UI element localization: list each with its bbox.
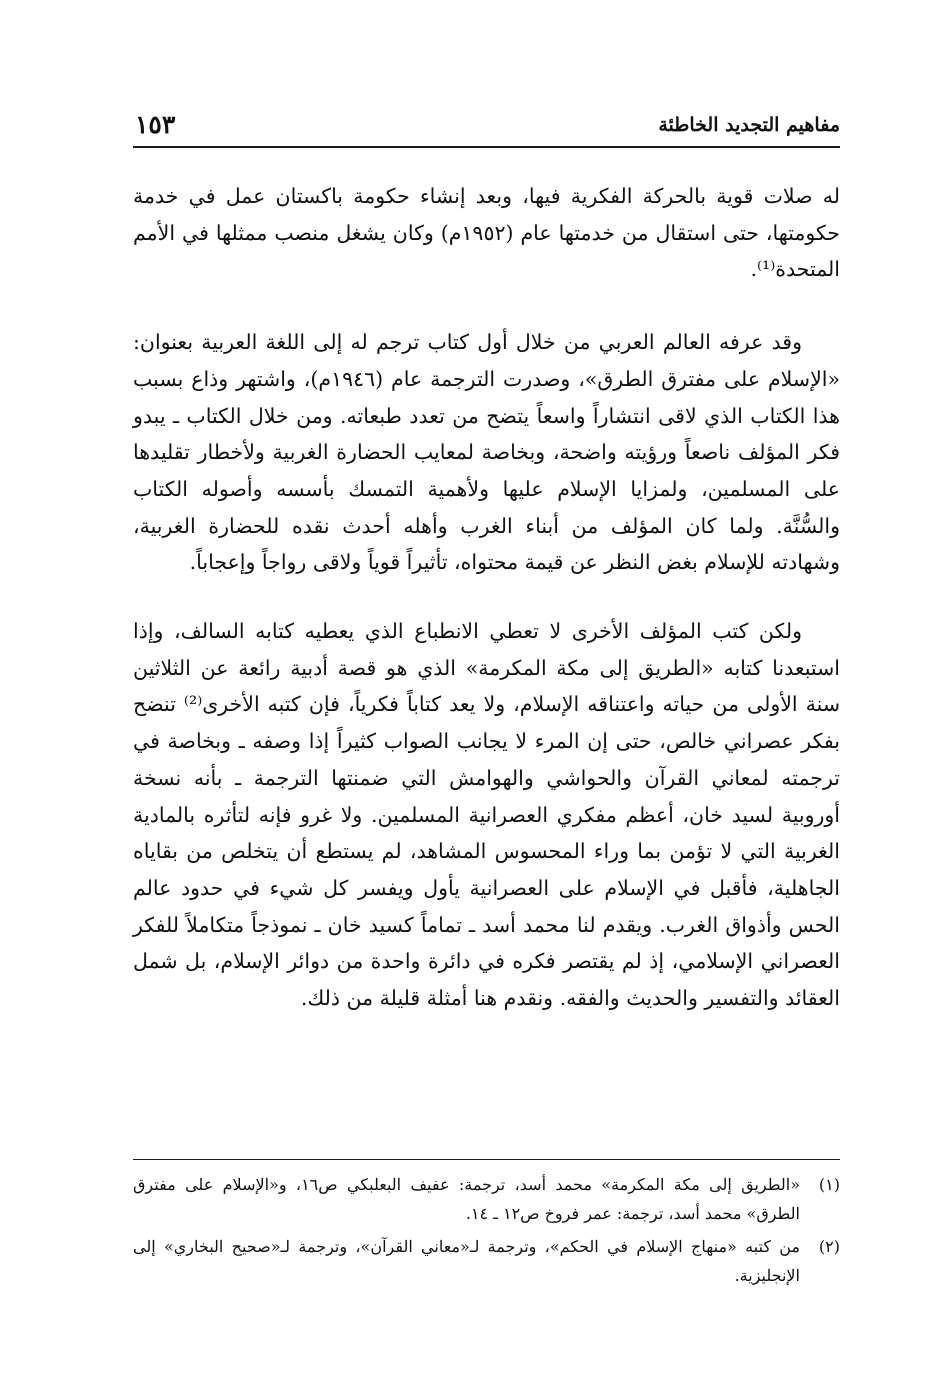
footnote-1-text: «الطريق إلى مكة المكرمة» محمد أسد، ترجمة: عفيف البعلبكي ص١٦، و«الإسلام على مفترق الطرق» محمد أسد، ترجمة: عمر فروخ ص١٢ ـ ١٤. — [133, 1175, 800, 1223]
footnote-2-text: من كتبه «منهاج الإسلام في الحكم»، وترجمة لـ«معاني القرآن»، وترجمة لـ«صحيح البخاري» إلى الإنجليزية. — [133, 1237, 800, 1285]
footnotes — [133, 1170, 840, 1294]
page-header — [133, 110, 840, 148]
footnote-2-number: (٢) — [818, 1237, 840, 1256]
footnote-1-number: (١) — [818, 1175, 840, 1194]
footnote-divider — [133, 1159, 840, 1160]
footnote-2 — [133, 1232, 840, 1290]
body-text — [133, 178, 840, 1017]
footnote-1 — [133, 1170, 840, 1228]
running-title: مفاهيم التجديد الخاطئة — [658, 114, 840, 136]
paragraph-1: له صلات قوية بالحركة الفكرية فيها، وبعد إنشاء حكومة باكستان عمل في خدمة حكومتها، حتى استقال من خدمتها عام (١٩٥٢م) وكان يشغل منصب ممثلها في الأمم المتحدة⁽¹⁾. — [133, 184, 840, 282]
paragraph-2: وقد عرفه العالم العربي من خلال أول كتاب ترجم له إلى اللغة العربية بعنوان: «الإسلام على مفترق الطرق»، وصدرت الترجمة عام (١٩٤٦م)، واشتهر وذاع بسبب هذا الكتاب الذي لاقى انتشاراً واسعاً يتضح من تعدد طبعاته. ومن خلال الكتاب ـ يبدو فكر المؤلف ناصعاً ورؤيته واضحة، وبخاصة لمعايب الحضارة الغربية ولأخطار تقليدها على المسلمين، ولمزايا الإسلام عليها ولأهمية التمسك بأسسه وأصوله الكتاب والسُّنَّة. ولما كان المؤلف من أبناء الغرب وأهله أحدث نقده للحضارة الغربية، وشهادته للإسلام بغض النظر عن قيمة محتواه، تأثيراً قوياً ولاقى رواجاً وإعجاباً. — [133, 330, 841, 575]
paragraph-3: ولكن كتب المؤلف الأخرى لا تعطي الانطباع الذي يعطيه كتابه السالف، وإذا استبعدنا كتابه «الطريق إلى مكة المكرمة» الذي هو قصة أدبية رائعة عن الثلاثين سنة الأولى من حياته واعتناقه الإسلام، ولا يعد كتاباً فكرياً، فإن كتبه الأخرى⁽²⁾ تنضح بفكر عصراني خالص، حتى إن المرء لا يجانب الصواب كثيراً إذا وصفه ـ وبخاصة في ترجمته لمعاني القرآن والحواشي والهوامش التي ضمنتها الترجمة ـ بأنه نسخة أوروبية لسيد خان، أعظم مفكري العصرانية المسلمين. ولا غرو فإنه لتأثره بالمادية الغربية التي لا تؤمن بما وراء المحسوس المشاهد، لم يستطع أن يتخلص من بقاياه الجاهلية، فأقبل في الإسلام على العصرانية يأول ويفسر كل شيء في حدود عالم الحس وأذواق الغرب. ويقدم لنا محمد أسد ـ تماماً كسيد خان ـ نموذجاً متكاملاً للفكر العصراني الإسلامي، إذ لم يقتصر فكره في دائرة واحدة من دوائر الإسلام، بل شمل العقائد والتفسير والحديث والفقه. ونقدم هنا أمثلة قليلة من ذلك. — [133, 619, 840, 1011]
page-number: ١٥٣ — [135, 110, 176, 139]
